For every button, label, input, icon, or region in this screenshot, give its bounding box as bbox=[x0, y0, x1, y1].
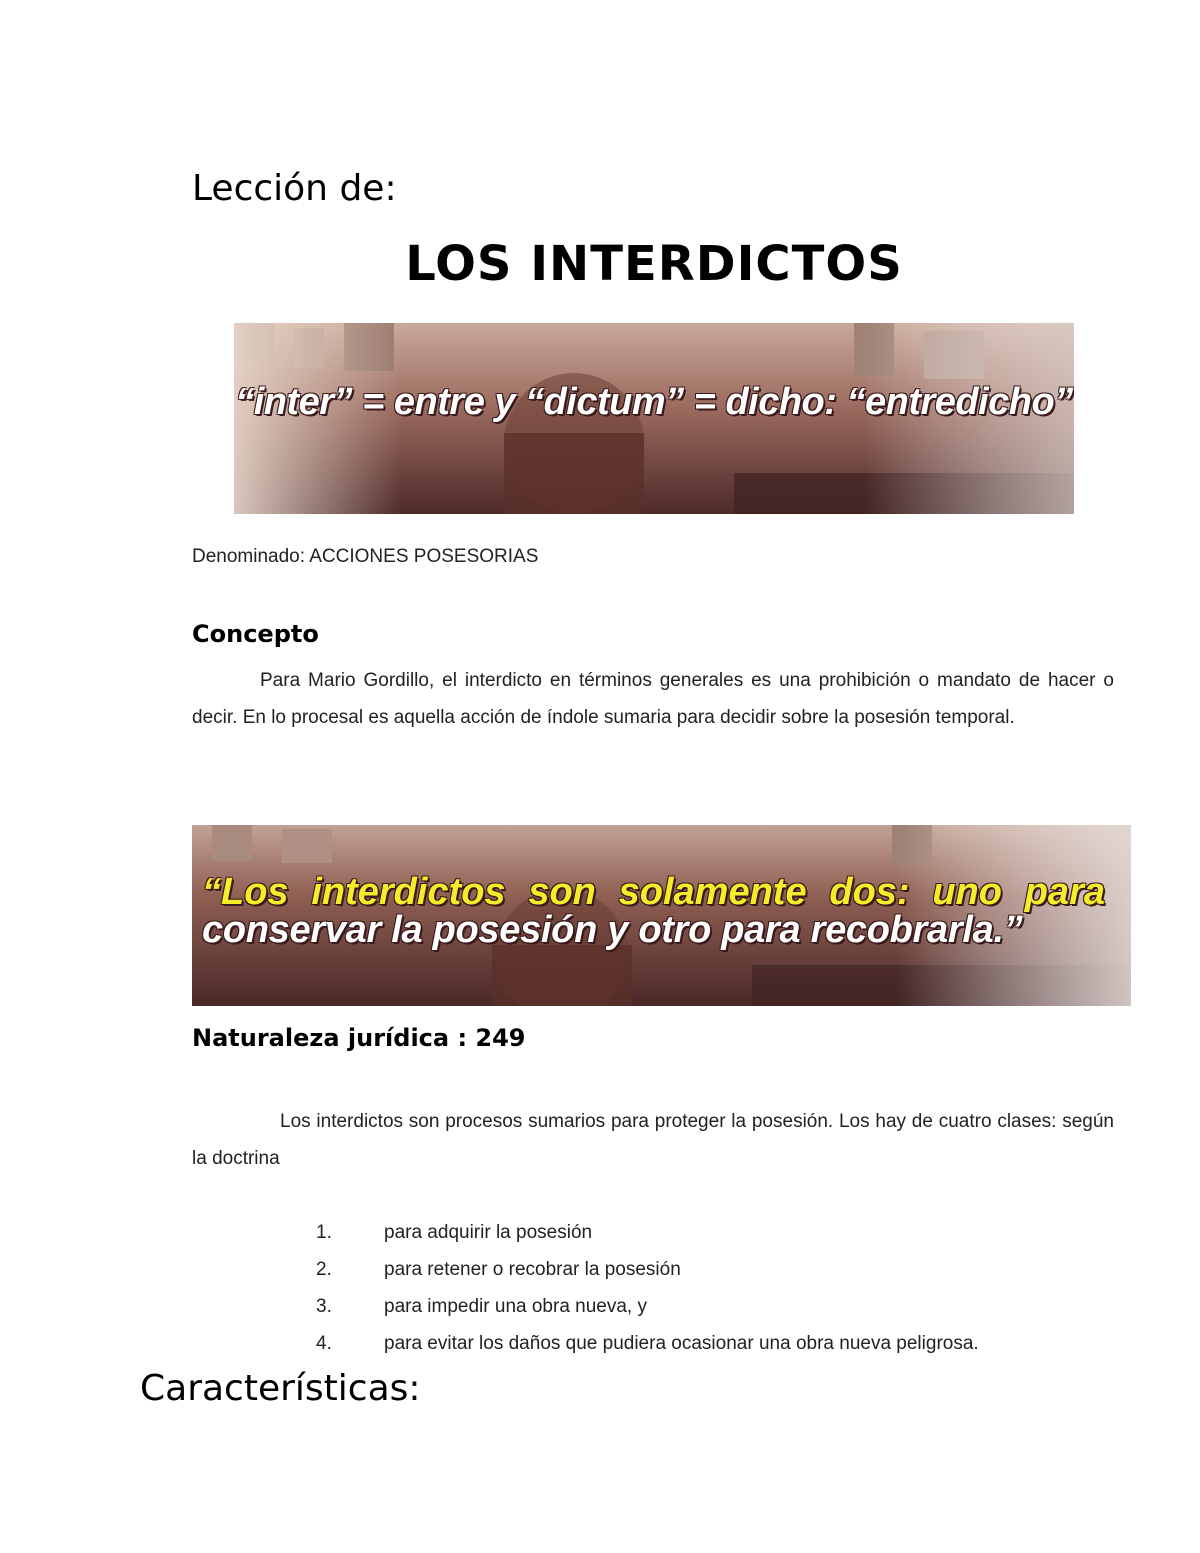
lesson-label: Lección de: bbox=[192, 168, 397, 209]
concepto-heading: Concepto bbox=[192, 620, 319, 648]
list-item-number: 3. bbox=[316, 1296, 332, 1317]
naturaleza-paragraph: Los interdictos son procesos sumarios para proteger la posesión. Los hay de cuatro clases: según la doctrina bbox=[192, 1111, 1114, 1169]
caracteristicas-heading: Características: bbox=[140, 1368, 421, 1409]
list-item-number: 4. bbox=[316, 1333, 332, 1354]
list-item-number: 1. bbox=[316, 1222, 332, 1243]
list-item-text: para evitar los daños que pudiera ocasionar una obra nueva peligrosa. bbox=[384, 1333, 979, 1354]
denominado-text: Denominado: ACCIONES POSESORIAS bbox=[192, 546, 539, 567]
list-item-text: para adquirir la posesión bbox=[384, 1222, 593, 1243]
etymology-quote: “inter” = entre y “dictum” = dicho: “entredicho” bbox=[235, 381, 1073, 423]
page-title: LOS INTERDICTOS bbox=[405, 236, 903, 292]
etymology-banner bbox=[234, 323, 1074, 514]
list-item-number: 2. bbox=[316, 1259, 332, 1280]
list-item-text: para retener o recobrar la posesión bbox=[384, 1259, 681, 1280]
list-item-text: para impedir una obra nueva, y bbox=[384, 1296, 647, 1317]
quote-line-2: conservar la posesión y otro para recobrarla.” bbox=[202, 909, 1023, 951]
concepto-paragraph: Para Mario Gordillo, el interdicto en términos generales es una prohibición o mandato de hacer o decir. En lo procesal es aquella acción de índole sumaria para decidir sobre la posesión temporal. bbox=[192, 670, 1114, 728]
naturaleza-heading: Naturaleza jurídica : 249 bbox=[192, 1024, 526, 1052]
quote-line-1: “Los interdictos son solamente dos: uno para bbox=[202, 871, 1105, 913]
quote-banner bbox=[192, 825, 1131, 1006]
